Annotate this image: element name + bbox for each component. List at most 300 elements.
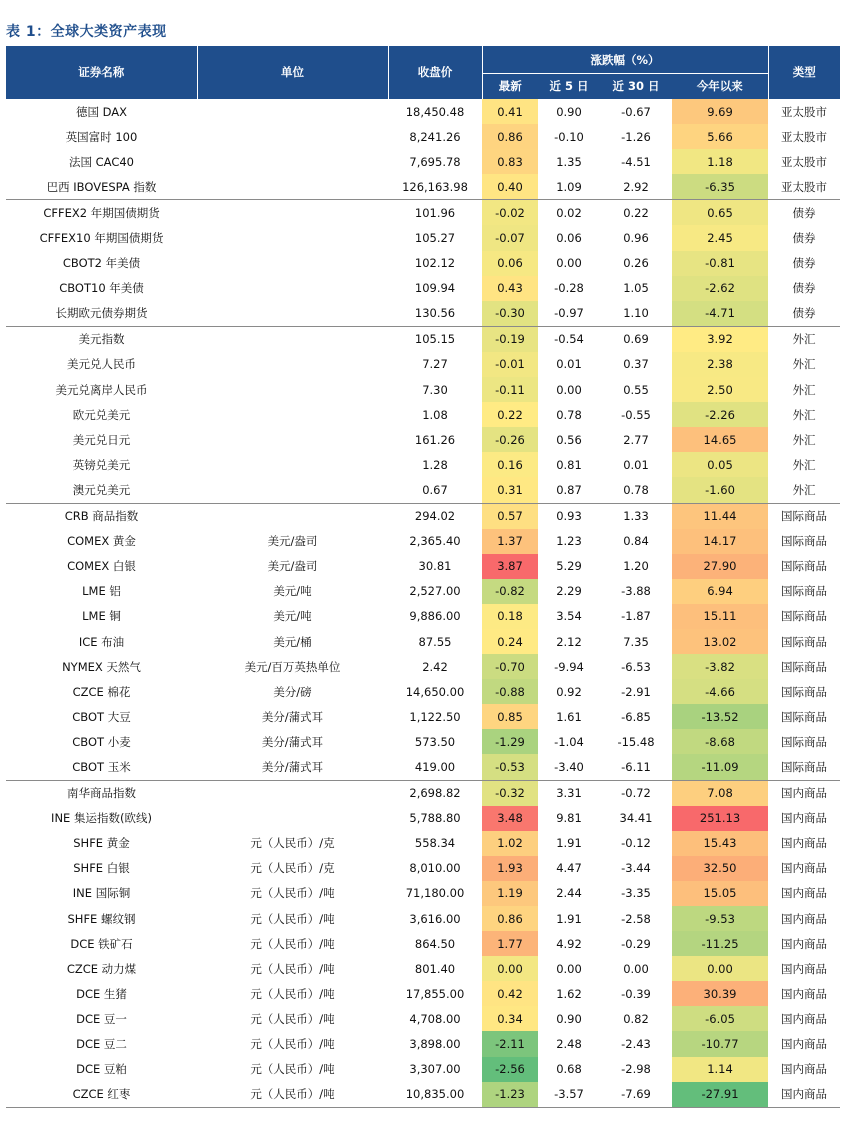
cell-unit xyxy=(197,149,388,174)
cell-close: 0.67 xyxy=(422,482,448,497)
cell-unit xyxy=(197,276,388,301)
table-row xyxy=(6,856,840,881)
cell-type: 国内商品 xyxy=(781,811,828,826)
table-row xyxy=(6,503,840,529)
cell-latest: 0.42 xyxy=(482,981,538,1006)
cell-ytd: -2.26 xyxy=(672,402,768,427)
cell-close: 2,365.40 xyxy=(409,534,461,549)
cell-ytd: 13.02 xyxy=(672,629,768,654)
table-row xyxy=(6,754,840,780)
header-type: 类型 xyxy=(768,46,840,99)
header-30d: 近 30 日 xyxy=(600,74,672,99)
cell-close: 1.08 xyxy=(422,407,448,422)
cell-unit xyxy=(197,225,388,250)
cell-type: 债券 xyxy=(792,256,816,271)
cell-30d: 2.92 xyxy=(623,179,649,194)
cell-name: DCE 生猪 xyxy=(76,986,127,1001)
cell-close: 130.56 xyxy=(414,306,456,321)
table-row xyxy=(6,981,840,1006)
cell-type: 国内商品 xyxy=(781,911,828,926)
cell-30d: 0.55 xyxy=(623,382,649,397)
cell-30d: -3.44 xyxy=(621,861,651,876)
cell-unit: 元（人民币）/吨 xyxy=(250,911,335,926)
table-row xyxy=(6,906,840,931)
cell-name: 英镑兑美元 xyxy=(72,457,131,472)
cell-latest: 1.02 xyxy=(482,831,538,856)
cell-latest: 1.77 xyxy=(482,931,538,956)
cell-ytd: -6.35 xyxy=(672,174,768,200)
cell-30d: -15.48 xyxy=(617,734,655,749)
cell-close: 3,307.00 xyxy=(409,1062,461,1077)
cell-30d: -0.12 xyxy=(621,836,651,851)
cell-ytd: 2.45 xyxy=(672,225,768,250)
cell-name: CZCE 动力煤 xyxy=(66,961,137,976)
cell-unit: 美元/盎司 xyxy=(267,559,318,574)
cell-unit: 美元/吨 xyxy=(273,609,312,624)
cell-30d: -2.58 xyxy=(621,911,651,926)
cell-5d: 0.92 xyxy=(556,684,582,699)
cell-name: SHFE 黄金 xyxy=(73,836,130,851)
table-row xyxy=(6,1031,840,1056)
cell-close: 573.50 xyxy=(414,734,456,749)
cell-5d: 0.93 xyxy=(538,503,600,529)
cell-latest: -0.30 xyxy=(482,301,538,327)
cell-name: 长期欧元债券期货 xyxy=(55,306,148,321)
cell-30d: 0.00 xyxy=(623,961,649,976)
table-row xyxy=(6,200,840,226)
cell-unit xyxy=(197,352,388,377)
cell-latest: -0.88 xyxy=(482,679,538,704)
cell-unit: 美分/蒲式耳 xyxy=(261,759,324,774)
cell-type: 国际商品 xyxy=(781,659,828,674)
cell-latest: -1.23 xyxy=(482,1082,538,1108)
cell-unit: 元（人民币）/吨 xyxy=(250,936,335,951)
cell-30d: 1.10 xyxy=(623,306,649,321)
cell-5d: 0.68 xyxy=(556,1062,582,1077)
cell-5d: 1.62 xyxy=(556,986,582,1001)
cell-latest: -0.26 xyxy=(482,427,538,452)
cell-latest: 0.31 xyxy=(482,477,538,503)
cell-30d: -2.91 xyxy=(621,684,651,699)
cell-close: 4,708.00 xyxy=(409,1011,461,1026)
cell-name: SHFE 白银 xyxy=(73,861,130,876)
cell-latest: 1.37 xyxy=(482,529,538,554)
cell-unit xyxy=(197,427,388,452)
cell-latest: -0.32 xyxy=(482,780,538,806)
cell-ytd: 7.08 xyxy=(672,780,768,806)
table-row xyxy=(6,931,840,956)
cell-5d: 2.44 xyxy=(556,886,582,901)
cell-name: ICE 布油 xyxy=(78,634,125,649)
cell-close: 7.30 xyxy=(422,382,448,397)
cell-name: LME 铝 xyxy=(82,584,121,599)
cell-ytd: 30.39 xyxy=(672,981,768,1006)
cell-30d: -0.55 xyxy=(621,407,651,422)
cell-unit xyxy=(197,402,388,427)
cell-latest: 0.83 xyxy=(482,149,538,174)
table-row xyxy=(6,629,840,654)
cell-unit xyxy=(197,806,388,831)
cell-5d: 1.09 xyxy=(556,179,582,194)
cell-ytd: 27.90 xyxy=(672,554,768,579)
table-header xyxy=(6,46,840,99)
cell-30d: -1.26 xyxy=(621,129,651,144)
cell-5d: -3.40 xyxy=(554,759,584,774)
cell-5d: 0.87 xyxy=(556,482,582,497)
cell-30d: 0.26 xyxy=(623,256,649,271)
cell-30d: -2.98 xyxy=(621,1062,651,1077)
cell-5d: 0.81 xyxy=(556,457,582,472)
cell-type: 国际商品 xyxy=(781,559,828,574)
cell-30d: -6.53 xyxy=(621,659,651,674)
cell-unit: 元（人民币）/吨 xyxy=(250,1011,335,1026)
table-body xyxy=(6,99,840,1108)
cell-ytd: -10.77 xyxy=(672,1031,768,1056)
cell-name: DCE 豆粕 xyxy=(76,1062,127,1077)
table-row xyxy=(6,956,840,981)
cell-5d: 1.91 xyxy=(556,836,582,851)
cell-close: 8,241.26 xyxy=(409,129,461,144)
cell-close: 419.00 xyxy=(414,759,456,774)
table-row xyxy=(6,604,840,629)
cell-type: 国内商品 xyxy=(768,780,840,806)
cell-close: 558.34 xyxy=(414,836,456,851)
cell-name: 美元兑离岸人民币 xyxy=(55,382,148,397)
cell-name: CRB 商品指数 xyxy=(6,503,197,529)
cell-latest: 0.00 xyxy=(482,956,538,981)
table-row xyxy=(6,1082,840,1108)
cell-latest: -0.19 xyxy=(482,326,538,352)
cell-5d: -0.54 xyxy=(538,326,600,352)
cell-ytd: -4.71 xyxy=(672,301,768,327)
cell-5d: 1.91 xyxy=(556,911,582,926)
cell-unit: 美元/吨 xyxy=(273,584,312,599)
table-row xyxy=(6,427,840,452)
cell-close: 864.50 xyxy=(414,936,456,951)
table-row xyxy=(6,881,840,906)
table-row xyxy=(6,124,840,149)
cell-latest: -2.56 xyxy=(482,1057,538,1082)
cell-ytd: -0.81 xyxy=(672,251,768,276)
cell-close: 2.42 xyxy=(422,659,448,674)
cell-30d: 0.69 xyxy=(600,326,672,352)
cell-latest: -0.01 xyxy=(482,352,538,377)
cell-30d: 1.33 xyxy=(600,503,672,529)
cell-close: 126,163.98 xyxy=(402,179,468,194)
table-row xyxy=(6,225,840,250)
table-row xyxy=(6,149,840,174)
cell-type: 亚太股市 xyxy=(768,99,840,125)
cell-latest: -0.82 xyxy=(482,579,538,604)
cell-unit: 美元/盎司 xyxy=(267,534,318,549)
cell-30d: -2.43 xyxy=(621,1037,651,1052)
cell-latest: -1.29 xyxy=(482,729,538,754)
cell-name: CBOT 玉米 xyxy=(72,759,131,774)
cell-close: 109.94 xyxy=(414,281,456,296)
cell-ytd: 2.50 xyxy=(672,377,768,402)
cell-close: 2,527.00 xyxy=(409,584,461,599)
table-row xyxy=(6,1057,840,1082)
cell-latest: -0.53 xyxy=(482,754,538,780)
cell-name: NYMEX 天然气 xyxy=(62,659,141,674)
table-row xyxy=(6,579,840,604)
cell-type: 国内商品 xyxy=(781,936,828,951)
cell-30d: 2.77 xyxy=(623,432,649,447)
cell-latest: 0.86 xyxy=(482,124,538,149)
cell-type: 国际商品 xyxy=(781,759,828,774)
cell-close: 7,695.78 xyxy=(409,154,461,169)
cell-30d: -7.69 xyxy=(600,1082,672,1108)
table-row xyxy=(6,477,840,503)
table-row xyxy=(6,326,840,352)
cell-ytd: 5.66 xyxy=(672,124,768,149)
cell-30d: 0.82 xyxy=(623,1011,649,1026)
cell-latest: 0.22 xyxy=(482,402,538,427)
cell-type: 国际商品 xyxy=(781,709,828,724)
cell-unit xyxy=(197,377,388,402)
cell-close: 14,650.00 xyxy=(405,684,465,699)
cell-close: 1,122.50 xyxy=(409,709,461,724)
cell-name: CBOT10 年美债 xyxy=(59,281,144,296)
cell-latest: 0.43 xyxy=(482,276,538,301)
cell-30d: -0.67 xyxy=(600,99,672,125)
cell-type: 外汇 xyxy=(792,432,816,447)
table-row xyxy=(6,352,840,377)
cell-ytd: 32.50 xyxy=(672,856,768,881)
cell-type: 国内商品 xyxy=(781,1062,828,1077)
cell-5d: 0.06 xyxy=(556,231,582,246)
cell-close: 30.81 xyxy=(418,559,452,574)
cell-5d: 3.31 xyxy=(538,780,600,806)
cell-unit: 元（人民币）/吨 xyxy=(197,1082,388,1108)
cell-close: 2,698.82 xyxy=(388,780,482,806)
cell-latest: 0.40 xyxy=(482,174,538,200)
cell-name: COMEX 白银 xyxy=(67,559,136,574)
cell-latest: 0.41 xyxy=(482,99,538,125)
cell-unit xyxy=(197,780,388,806)
cell-type: 国内商品 xyxy=(768,1082,840,1108)
cell-type: 亚太股市 xyxy=(781,154,828,169)
cell-latest: -2.11 xyxy=(482,1031,538,1056)
cell-ytd: 251.13 xyxy=(672,806,768,831)
cell-ytd: 1.14 xyxy=(672,1057,768,1082)
cell-ytd: -3.82 xyxy=(672,654,768,679)
table-row xyxy=(6,99,840,125)
cell-unit xyxy=(197,200,388,226)
cell-name: DCE 豆一 xyxy=(76,1011,127,1026)
cell-ytd: 6.94 xyxy=(672,579,768,604)
cell-unit: 元（人民币）/吨 xyxy=(250,886,335,901)
cell-unit xyxy=(197,503,388,529)
cell-unit xyxy=(197,477,388,503)
cell-name: CZCE 红枣 xyxy=(6,1082,197,1108)
cell-5d: 2.48 xyxy=(556,1037,582,1052)
cell-5d: 1.61 xyxy=(556,709,582,724)
cell-name: INE 集运指数(欧线) xyxy=(51,811,152,826)
cell-unit: 美分/蒲式耳 xyxy=(261,734,324,749)
cell-type: 国内商品 xyxy=(781,836,828,851)
cell-latest: -0.70 xyxy=(482,654,538,679)
cell-5d: 0.56 xyxy=(556,432,582,447)
cell-ytd: -2.62 xyxy=(672,276,768,301)
cell-latest: 0.57 xyxy=(482,503,538,529)
cell-type: 国内商品 xyxy=(781,861,828,876)
cell-unit: 元（人民币）/吨 xyxy=(250,1037,335,1052)
cell-close: 3,898.00 xyxy=(409,1037,461,1052)
cell-30d: 7.35 xyxy=(623,634,649,649)
cell-name: 法国 CAC40 xyxy=(68,154,134,169)
cell-type: 国际商品 xyxy=(781,634,828,649)
cell-close: 71,180.00 xyxy=(405,886,465,901)
cell-ytd: 15.43 xyxy=(672,831,768,856)
cell-name: SHFE 螺纹钢 xyxy=(67,911,136,926)
cell-name: 美元兑日元 xyxy=(72,432,131,447)
cell-ytd: -11.09 xyxy=(672,754,768,780)
cell-30d: 0.96 xyxy=(623,231,649,246)
cell-name: DCE 铁矿石 xyxy=(70,936,133,951)
table-row xyxy=(6,301,840,327)
cell-type: 债券 xyxy=(768,200,840,226)
cell-ytd: 0.65 xyxy=(672,200,768,226)
cell-ytd: -6.05 xyxy=(672,1006,768,1031)
cell-close: 161.26 xyxy=(414,432,456,447)
cell-5d: 1.35 xyxy=(556,154,582,169)
cell-unit xyxy=(197,452,388,477)
cell-latest: 0.24 xyxy=(482,629,538,654)
cell-latest: -0.11 xyxy=(482,377,538,402)
cell-ytd: 0.00 xyxy=(672,956,768,981)
cell-name: LME 铜 xyxy=(82,609,121,624)
cell-5d: 2.29 xyxy=(556,584,582,599)
cell-ytd: 1.18 xyxy=(672,149,768,174)
cell-name: COMEX 黄金 xyxy=(67,534,136,549)
cell-type: 债券 xyxy=(792,281,816,296)
cell-unit xyxy=(197,124,388,149)
cell-ytd: -9.53 xyxy=(672,906,768,931)
cell-ytd: 9.69 xyxy=(672,99,768,125)
table-row xyxy=(6,654,840,679)
cell-latest: -0.02 xyxy=(482,200,538,226)
cell-unit xyxy=(197,251,388,276)
header-ytd: 今年以来 xyxy=(672,74,768,99)
cell-ytd: -13.52 xyxy=(672,704,768,729)
header-change-group: 涨跌幅（%） xyxy=(482,46,768,74)
cell-name: CBOT 小麦 xyxy=(72,734,131,749)
cell-5d: 5.29 xyxy=(556,559,582,574)
table-row xyxy=(6,704,840,729)
cell-type: 外汇 xyxy=(792,382,816,397)
cell-type: 外汇 xyxy=(792,482,816,497)
table-row xyxy=(6,402,840,427)
cell-5d: 9.81 xyxy=(556,811,582,826)
cell-latest: 1.93 xyxy=(482,856,538,881)
cell-type: 外汇 xyxy=(792,407,816,422)
cell-type: 外汇 xyxy=(792,357,816,372)
cell-5d: 0.02 xyxy=(538,200,600,226)
cell-ytd: 14.17 xyxy=(672,529,768,554)
cell-close: 801.40 xyxy=(414,961,456,976)
cell-5d: 4.92 xyxy=(556,936,582,951)
cell-ytd: 15.05 xyxy=(672,881,768,906)
cell-name: 英国富时 100 xyxy=(65,129,138,144)
cell-type: 亚太股市 xyxy=(781,129,828,144)
cell-5d: -1.04 xyxy=(554,734,584,749)
table-row xyxy=(6,729,840,754)
cell-unit xyxy=(197,99,388,125)
cell-5d: -9.94 xyxy=(554,659,584,674)
cell-unit: 元（人民币）/克 xyxy=(250,861,335,876)
cell-30d: 1.20 xyxy=(623,559,649,574)
cell-5d: 4.47 xyxy=(556,861,582,876)
cell-type: 外汇 xyxy=(768,326,840,352)
cell-ytd: -4.66 xyxy=(672,679,768,704)
cell-5d: 3.54 xyxy=(556,609,582,624)
table-row xyxy=(6,251,840,276)
table-row xyxy=(6,1006,840,1031)
cell-close: 17,855.00 xyxy=(405,986,465,1001)
cell-5d: 0.00 xyxy=(556,961,582,976)
cell-5d: 0.90 xyxy=(538,99,600,125)
table-row xyxy=(6,780,840,806)
cell-unit: 元（人民币）/吨 xyxy=(250,1062,335,1077)
cell-type: 外汇 xyxy=(792,457,816,472)
cell-close: 101.96 xyxy=(388,200,482,226)
cell-30d: 0.22 xyxy=(600,200,672,226)
cell-name: CFFEX10 年期国债期货 xyxy=(39,231,164,246)
cell-30d: -6.85 xyxy=(621,709,651,724)
cell-ytd: 2.38 xyxy=(672,352,768,377)
cell-unit: 元（人民币）/吨 xyxy=(250,961,335,976)
cell-type: 国内商品 xyxy=(781,961,828,976)
cell-5d: 0.90 xyxy=(556,1011,582,1026)
cell-close: 294.02 xyxy=(388,503,482,529)
cell-30d: -3.35 xyxy=(621,886,651,901)
cell-type: 亚太股市 xyxy=(781,179,828,194)
cell-latest: 0.85 xyxy=(482,704,538,729)
cell-type: 债券 xyxy=(792,231,816,246)
cell-close: 5,788.80 xyxy=(409,811,461,826)
table-row xyxy=(6,174,840,200)
cell-name: INE 国际铜 xyxy=(72,886,131,901)
cell-5d: 0.00 xyxy=(556,256,582,271)
cell-close: 1.28 xyxy=(422,457,448,472)
cell-latest: -0.07 xyxy=(482,225,538,250)
cell-close: 8,010.00 xyxy=(409,861,461,876)
cell-name: 巴西 IBOVESPA 指数 xyxy=(46,179,157,194)
cell-close: 7.27 xyxy=(422,357,448,372)
header-5d: 近 5 日 xyxy=(538,74,600,99)
cell-type: 国际商品 xyxy=(768,503,840,529)
cell-30d: -6.11 xyxy=(621,759,651,774)
cell-30d: 34.41 xyxy=(619,811,653,826)
cell-latest: 1.19 xyxy=(482,881,538,906)
cell-5d: -3.57 xyxy=(538,1082,600,1108)
cell-name: CZCE 棉花 xyxy=(72,684,131,699)
cell-ytd: 15.11 xyxy=(672,604,768,629)
cell-latest: 0.06 xyxy=(482,251,538,276)
cell-name: CFFEX2 年期国债期货 xyxy=(6,200,197,226)
cell-name: 美元指数 xyxy=(6,326,197,352)
cell-type: 国际商品 xyxy=(781,534,828,549)
cell-close: 102.12 xyxy=(414,256,456,271)
cell-5d: 0.01 xyxy=(556,357,582,372)
table-title: 表 1：全球大类资产表现 xyxy=(6,24,167,40)
cell-type: 国内商品 xyxy=(781,1011,828,1026)
cell-5d: -0.10 xyxy=(554,129,584,144)
cell-latest: 3.87 xyxy=(482,554,538,579)
cell-type: 国内商品 xyxy=(781,886,828,901)
table-row xyxy=(6,377,840,402)
